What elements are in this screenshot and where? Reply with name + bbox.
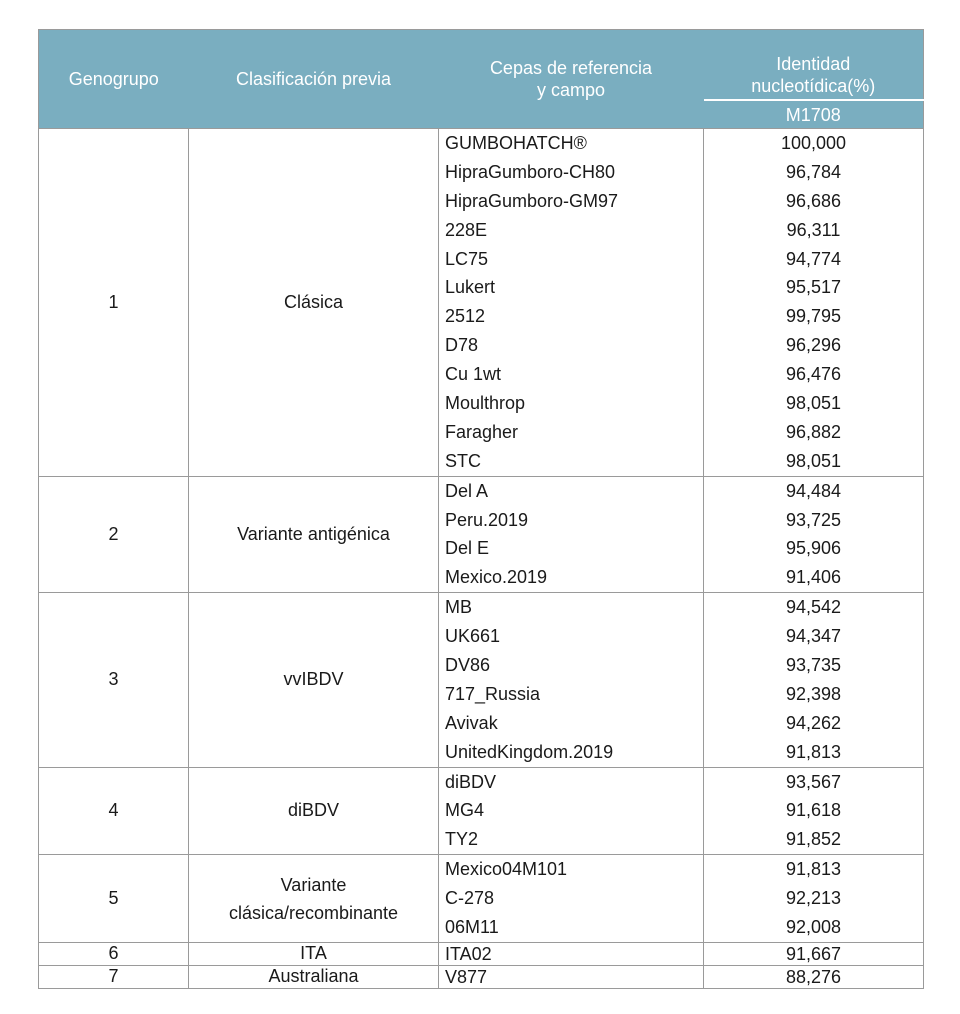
identity-value: 94,484	[785, 480, 842, 501]
strain-name: STC	[445, 450, 481, 471]
identity-value: 94,542	[785, 597, 842, 618]
table-header	[39, 30, 924, 129]
clasificacion-cell	[189, 855, 439, 943]
strain-name: DV86	[445, 655, 491, 676]
genogrupo-cell: 6	[39, 942, 189, 965]
identity-value: 96,882	[785, 421, 842, 442]
strain-name: Avivak	[445, 712, 498, 733]
strain-name: 717_Russia	[445, 683, 541, 704]
identity-value: 95,517	[785, 277, 842, 298]
identity-value: 96,296	[785, 335, 842, 356]
genogrupo-cell: 4	[39, 767, 189, 855]
identity-values-cell	[704, 965, 924, 988]
header-identidad-line1: Identidad	[776, 54, 851, 74]
table-body	[39, 129, 924, 989]
clasificacion-cell: diBDV	[189, 767, 439, 855]
strains-cell	[439, 767, 704, 855]
strain-name: UK661	[445, 626, 501, 647]
strain-name: Peru.2019	[445, 509, 529, 530]
strain-name: Faragher	[445, 421, 519, 442]
strain-name: Del E	[445, 538, 490, 559]
identity-value: 94,262	[785, 712, 842, 733]
clasificacion-cell: Clásica	[189, 129, 439, 477]
strain-name: MG4	[445, 800, 485, 821]
identity-value: 96,311	[786, 219, 841, 240]
strain-name: Moulthrop	[445, 393, 526, 414]
strain-name: C-278	[445, 888, 495, 909]
table-row	[39, 476, 924, 593]
identity-value: 91,406	[785, 567, 842, 588]
table-row	[39, 965, 924, 988]
header-cepas-line1: Cepas de referencia	[489, 58, 653, 78]
strains-cell	[439, 129, 704, 477]
strain-name: diBDV	[445, 771, 497, 792]
identity-value: 98,051	[785, 450, 842, 471]
strains-cell	[439, 476, 704, 593]
identity-values-cell	[704, 855, 924, 943]
header-identidad-line2: nucleotídica(%)	[751, 76, 876, 96]
genogrupo-cell: 3	[39, 593, 189, 767]
identity-value: 96,476	[785, 364, 842, 385]
identity-value: 92,008	[785, 917, 842, 938]
clasificacion-line: Variante	[280, 874, 347, 895]
identity-value: 91,813	[785, 741, 842, 762]
identity-value: 93,567	[785, 771, 842, 792]
header-genogrupo: Genogrupo	[39, 30, 189, 129]
strain-name: Mexico04M101	[445, 859, 568, 880]
identity-value: 91,813	[785, 859, 842, 880]
genogrupo-cell: 2	[39, 476, 189, 593]
identity-value: 92,213	[785, 888, 842, 909]
header-sample: M1708	[704, 100, 924, 129]
clasificacion-cell: vvIBDV	[189, 593, 439, 767]
nucleotide-identity-table	[38, 29, 924, 989]
strains-cell	[439, 855, 704, 943]
identity-values-cell	[704, 767, 924, 855]
identity-value: 94,347	[785, 626, 842, 647]
identity-value: 100,000	[780, 133, 847, 153]
genogrupo-cell: 1	[39, 129, 189, 477]
identity-value: 93,725	[785, 509, 842, 530]
identity-value: 96,686	[785, 190, 842, 211]
strain-name: 228E	[445, 219, 488, 240]
identity-value: 93,735	[785, 655, 842, 676]
clasificacion-cell: Variante antigénica	[189, 476, 439, 593]
identity-values-cell	[704, 942, 924, 965]
strain-name: TY2	[445, 829, 479, 850]
strain-name: Lukert	[445, 277, 496, 298]
strain-name: Del A	[445, 480, 489, 501]
strain-name: LC75	[445, 248, 489, 269]
strain-name: Mexico.2019	[445, 567, 548, 588]
header-cepas	[439, 30, 704, 129]
table-row	[39, 942, 924, 965]
identity-value: 95,906	[785, 538, 842, 559]
identity-value: 92,398	[785, 683, 842, 704]
identity-value: 99,795	[785, 306, 842, 327]
identity-values-cell	[704, 129, 924, 477]
strains-cell	[439, 965, 704, 988]
header-clasificacion: Clasificación previa	[189, 30, 439, 129]
genogrupo-cell: 7	[39, 965, 189, 988]
table-row	[39, 593, 924, 767]
clasificacion-cell: ITA	[189, 942, 439, 965]
table-row	[39, 855, 924, 943]
identity-value: 88,276	[785, 966, 842, 987]
header-cepas-line2: y campo	[536, 80, 606, 100]
strain-name: MB	[445, 597, 472, 618]
strain-name: ITA02	[445, 943, 492, 964]
table-row	[39, 767, 924, 855]
identity-value: 98,051	[785, 393, 842, 414]
identity-values-cell	[704, 593, 924, 767]
strains-cell	[439, 942, 704, 965]
strains-cell	[439, 593, 704, 767]
strain-name: HipraGumboro-GM97	[445, 190, 619, 211]
identity-value: 91,667	[785, 943, 842, 964]
header-identidad	[704, 30, 924, 101]
genogrupo-cell: 5	[39, 855, 189, 943]
strain-name: GUMBOHATCH®	[445, 133, 587, 153]
identity-value: 91,618	[785, 800, 842, 821]
strain-name: HipraGumboro-CH80	[445, 161, 616, 182]
strain-name: 2512	[445, 306, 486, 327]
table-row	[39, 129, 924, 477]
strain-name: V877	[445, 966, 488, 987]
strain-name: Cu 1wt	[445, 364, 502, 385]
strain-name: 06M11	[445, 917, 499, 938]
identity-values-cell	[704, 476, 924, 593]
strain-name: D78	[445, 335, 479, 356]
strain-name: UnitedKingdom.2019	[445, 741, 614, 762]
identity-table-container	[38, 29, 923, 989]
identity-value: 96,784	[785, 161, 842, 182]
identity-value: 91,852	[785, 829, 842, 850]
clasificacion-line: clásica/recombinante	[228, 902, 399, 923]
clasificacion-cell: Australiana	[189, 965, 439, 988]
identity-value: 94,774	[785, 248, 842, 269]
